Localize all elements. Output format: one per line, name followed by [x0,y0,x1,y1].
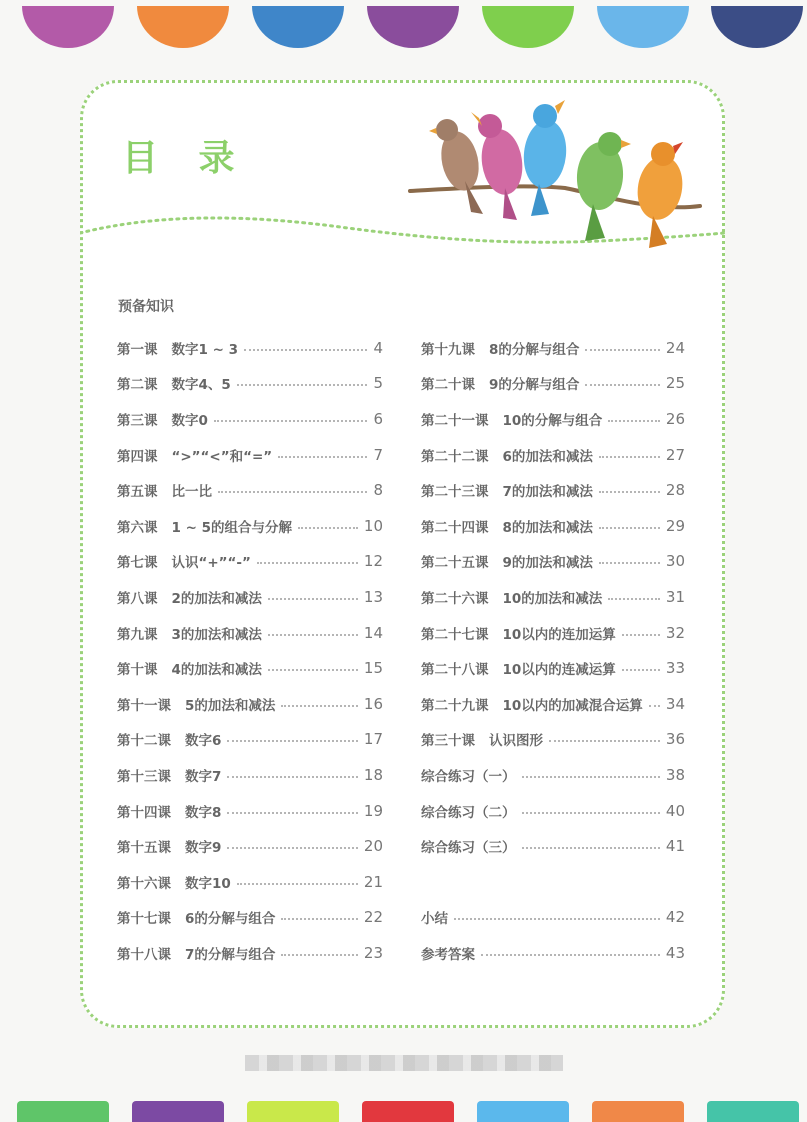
toc-page-number: 38 [665,765,685,784]
section-heading: 预备知识 [118,299,174,315]
toc-page-number: 36 [665,730,685,749]
color-bar [132,1101,224,1122]
toc-entry [421,508,685,544]
color-bowl [597,6,689,48]
toc-lesson-label: 第八课 [117,590,158,607]
toc-page-number: 40 [665,801,685,820]
color-bowl [137,6,229,48]
toc-dot-leader [298,527,358,529]
toc-entry [421,437,685,473]
toc-topic: 认识图形 [489,733,543,750]
toc-dot-leader [227,847,358,849]
toc-entry [421,757,685,793]
toc-topic: 数字7 [185,768,222,785]
color-bar [477,1101,569,1122]
toc-entry [421,935,685,971]
toc-dot-leader [281,705,358,707]
toc-page-number: 12 [363,552,383,571]
color-bar [707,1101,799,1122]
toc-page-number: 14 [363,623,383,642]
toc-dot-leader [281,954,358,956]
page-title: 目 录 [122,138,249,179]
color-bowl [367,6,459,48]
toc-entry [117,401,383,437]
toc-topic: 比一比 [171,484,212,501]
toc-lesson-label: 第四课 [117,448,158,465]
toc-entry [117,579,383,615]
toc-topic: 10以内的加减混合运算 [502,697,643,714]
toc-lesson-label: 第五课 [117,484,158,501]
toc-page-number: 42 [665,908,685,927]
toc-dot-leader [268,634,358,636]
toc-page-number: 18 [363,765,383,784]
toc-entry [117,900,383,936]
toc-lesson-label: 第二十八课 [421,662,489,679]
toc-dot-leader [227,776,358,778]
toc-dot-leader [237,384,368,386]
toc-dot-leader [218,491,367,493]
toc-lesson-label: 综合练习（二） [421,804,516,821]
toc-page-number: 25 [665,374,685,393]
toc-entry [117,366,383,402]
toc-page-number: 43 [665,943,685,962]
toc-page-number: 32 [665,623,685,642]
toc-dot-leader [599,527,660,529]
toc-topic: 数字8 [185,804,222,821]
toc-dot-leader [522,847,660,849]
toc-lesson-label: 第二十二课 [421,448,489,465]
toc-entry [421,330,685,366]
toc-entry [421,615,685,651]
toc-entry [117,828,383,864]
toc-entry [421,864,685,900]
toc-page-number: 27 [665,445,685,464]
color-bar [17,1101,109,1122]
toc-page-number: 7 [373,445,383,464]
toc-dot-leader [649,705,660,707]
toc-lesson-label: 第十五课 [117,840,171,857]
toc-topic: “>”“<”和“=” [171,448,273,465]
toc-lesson-label: 综合练习（一） [421,768,516,785]
toc-topic: 10以内的连加运算 [502,626,616,643]
toc-page-number: 24 [665,338,685,357]
toc-entry [421,401,685,437]
toc-left-column [117,330,383,971]
top-color-bowls [0,6,807,52]
toc-lesson-label: 第三十课 [421,733,475,750]
toc-lesson-label: 第二十课 [421,377,475,394]
toc-page-number: 16 [363,694,383,713]
color-bar [247,1101,339,1122]
toc-topic: 7的加法和减法 [502,484,593,501]
toc-page-number: 4 [373,338,383,357]
toc-lesson-label: 第二十四课 [421,519,489,536]
toc-lesson-label: 第九课 [117,626,158,643]
toc-entry [117,793,383,829]
toc-entry [421,472,685,508]
toc-entry [117,437,383,473]
toc-dot-leader [257,562,358,564]
toc-topic: 8的加法和减法 [502,519,593,536]
toc-page-number: 19 [363,801,383,820]
toc-page-number: 13 [363,587,383,606]
toc-topic: 10的分解与组合 [502,412,603,429]
toc-entry [117,935,383,971]
color-bowl [22,6,114,48]
toc-lesson-label: 第二十一课 [421,412,489,429]
blurred-watermark [245,1055,563,1071]
toc-lesson-label: 第二十三课 [421,484,489,501]
toc-entry [421,366,685,402]
toc-page-number: 17 [363,730,383,749]
toc-lesson-label: 第十九课 [421,341,475,358]
bottom-color-bars [0,1101,807,1122]
toc-dot-leader [599,562,660,564]
toc-dot-leader [481,954,660,956]
toc-topic: 数字6 [185,733,222,750]
toc-topic: 9的加法和减法 [502,555,593,572]
toc-lesson-label: 第十三课 [117,768,171,785]
toc-entry [421,722,685,758]
toc-lesson-label: 第一课 [117,341,158,358]
toc-topic: 8的分解与组合 [489,341,580,358]
toc-page-number: 5 [373,374,383,393]
toc-dot-leader [599,491,660,493]
toc-dot-leader [278,456,367,458]
toc-entry [117,615,383,651]
toc-topic: 数字10 [185,875,231,892]
toc-lesson-label: 小结 [421,911,448,928]
toc-dot-leader [608,420,660,422]
toc-entry [117,722,383,758]
toc-entry [117,544,383,580]
toc-dot-leader [227,740,358,742]
toc-lesson-label: 第十七课 [117,911,171,928]
toc-dot-leader [585,384,660,386]
toc-dot-leader [454,918,660,920]
toc-entry [421,793,685,829]
toc-dot-leader [268,669,358,671]
color-bowl [711,6,803,48]
toc-page-number: 15 [363,659,383,678]
toc-lesson-label: 第七课 [117,555,158,572]
toc-lesson-label: 第六课 [117,519,158,536]
toc-dot-leader [244,349,367,351]
color-bowl [252,6,344,48]
toc-page-number: 26 [665,409,685,428]
toc-dot-leader [237,883,358,885]
toc-dot-leader [622,634,660,636]
toc-dot-leader [268,598,358,600]
toc-entry [117,864,383,900]
toc-dot-leader [622,669,660,671]
toc-page-number: 6 [373,409,383,428]
toc-entry [421,650,685,686]
toc-topic: 6的分解与组合 [185,911,276,928]
toc-dot-leader [522,776,660,778]
toc-topic: 4的加法和减法 [171,662,262,679]
toc-topic: 数字0 [171,412,208,429]
toc-entry [421,579,685,615]
toc-dot-leader [281,918,358,920]
toc-page-number: 20 [363,837,383,856]
toc-entry [421,900,685,936]
toc-topic: 5的加法和减法 [185,697,276,714]
toc-topic: 1 ~ 5的组合与分解 [171,519,292,536]
toc-page-number: 31 [665,587,685,606]
toc-lesson-label: 第二课 [117,377,158,394]
toc-topic: 数字1 ~ 3 [171,341,238,358]
toc-dot-leader [599,456,660,458]
toc-lesson-label: 第十八课 [117,946,171,963]
toc-lesson-label: 第十六课 [117,875,171,892]
toc-dot-leader [608,598,660,600]
toc-page-number: 8 [373,481,383,500]
toc-entry [117,330,383,366]
toc-topic: 6的加法和减法 [502,448,593,465]
toc-lesson-label: 第三课 [117,412,158,429]
toc-topic: 7的分解与组合 [185,946,276,963]
toc-topic: 数字4、5 [171,377,231,394]
toc-entry [117,757,383,793]
toc-lesson-label: 综合练习（三） [421,840,516,857]
toc-topic: 10的加法和减法 [502,590,603,607]
color-bar [362,1101,454,1122]
toc-lesson-label: 第十课 [117,662,158,679]
toc-topic: 9的分解与组合 [489,377,580,394]
toc-page-number: 22 [363,908,383,927]
toc-dot-leader [214,420,368,422]
toc-dot-leader [585,349,660,351]
toc-lesson-label: 第十四课 [117,804,171,821]
toc-right-column [421,330,685,971]
toc-topic: 3的加法和减法 [171,626,262,643]
toc-entry [117,686,383,722]
toc-topic: 认识“+”“-” [171,555,251,572]
toc-page-number: 34 [665,694,685,713]
toc-page-number: 23 [363,943,383,962]
toc-entry [117,508,383,544]
toc-lesson-label: 参考答案 [421,946,475,963]
toc-entry [421,544,685,580]
toc-lesson-label: 第二十七课 [421,626,489,643]
toc-page-number: 41 [665,837,685,856]
toc-lesson-label: 第二十五课 [421,555,489,572]
toc-lesson-label: 第二十九课 [421,697,489,714]
toc-dot-leader [522,812,660,814]
toc-page-number: 30 [665,552,685,571]
toc-entry [421,828,685,864]
toc-entry [421,686,685,722]
toc-page-number: 33 [665,659,685,678]
toc-lesson-label: 第二十六课 [421,590,489,607]
five-singing-birds-on-branch-icon [405,96,705,252]
toc-page-number: 21 [363,872,383,891]
toc-entry [117,472,383,508]
toc-topic: 2的加法和减法 [171,590,262,607]
toc-topic: 10以内的连减运算 [502,662,616,679]
toc-page-number: 29 [665,516,685,535]
toc-dot-leader [549,740,660,742]
color-bar [592,1101,684,1122]
toc-page-number: 28 [665,481,685,500]
toc-topic: 数字9 [185,840,222,857]
color-bowl [482,6,574,48]
toc-entry [117,650,383,686]
toc-lesson-label: 第十一课 [117,697,171,714]
toc-dot-leader [227,812,358,814]
toc-page-number: 10 [363,516,383,535]
toc-lesson-label: 第十二课 [117,733,171,750]
